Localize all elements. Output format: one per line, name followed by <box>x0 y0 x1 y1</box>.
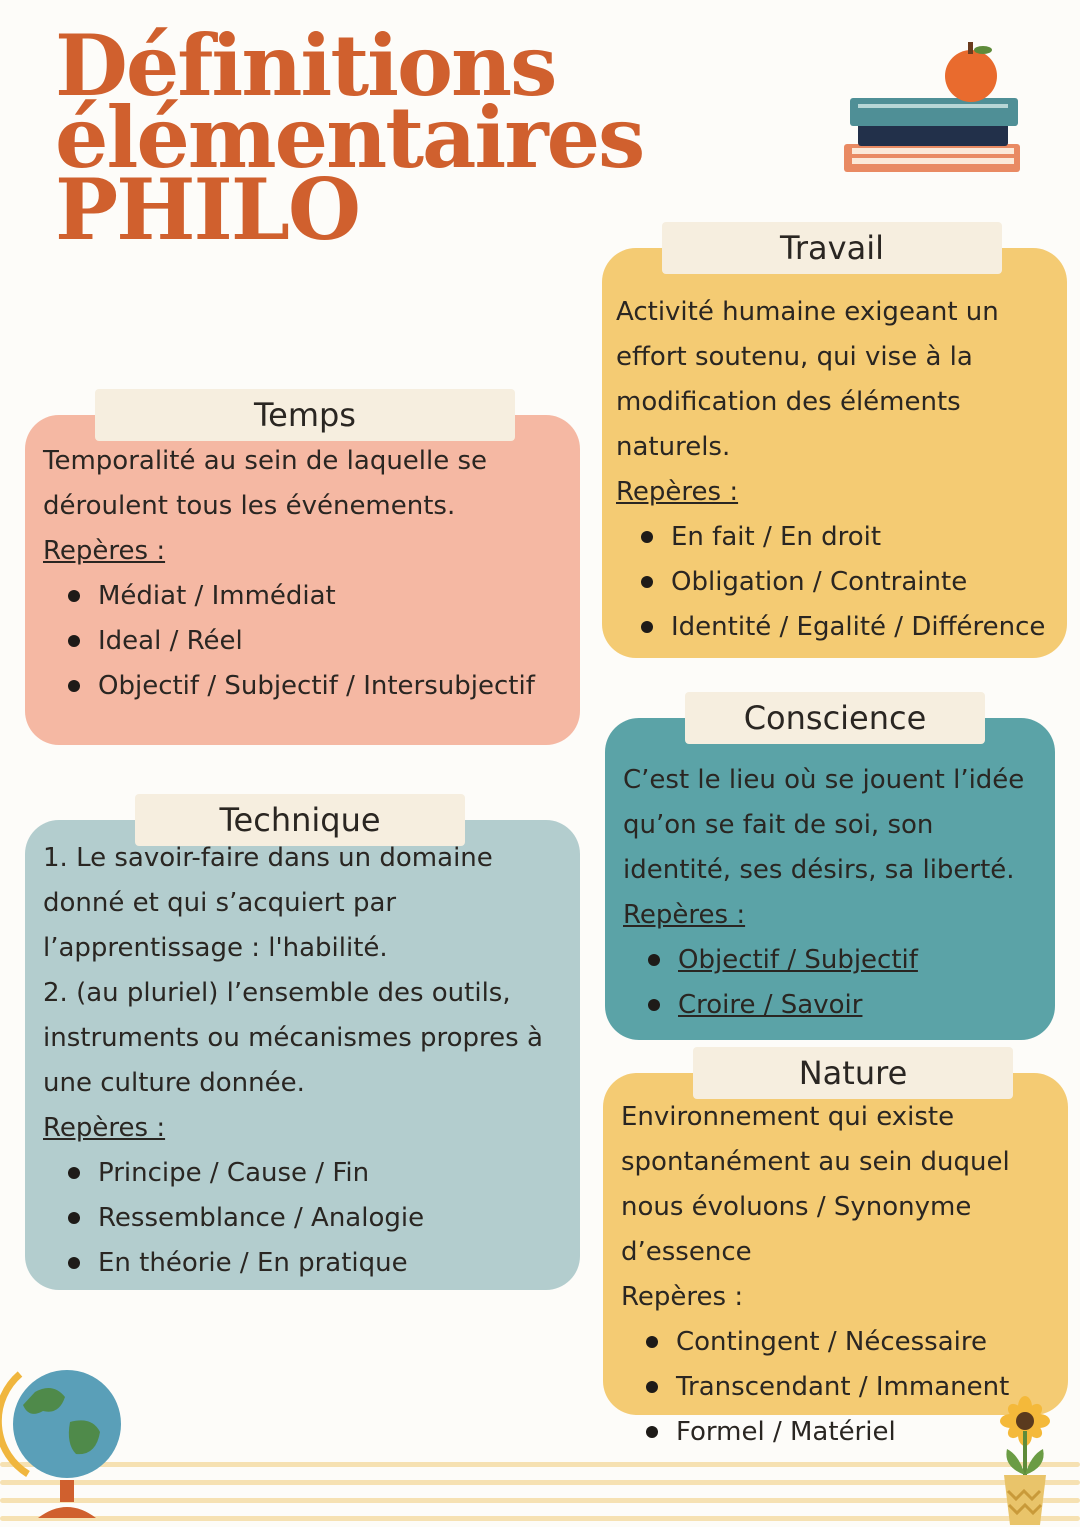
card-technique <box>25 801 580 1290</box>
list-item: Contingent / Nécessaire <box>676 1320 1058 1365</box>
card-definition: Environnement qui existe spontanément au sein duquel nous évoluons / Synonyme d’essence <box>621 1102 1010 1267</box>
card-conscience <box>605 699 1055 1040</box>
decorative-stripe <box>0 1516 1080 1521</box>
list-item: Objectif / Subjectif <box>678 938 1045 983</box>
card-heading: Temps <box>95 389 515 441</box>
list-item: En fait / En droit <box>671 515 1057 560</box>
reperes-label: Repères : <box>43 536 166 566</box>
decorative-stripe <box>0 1462 1080 1467</box>
reperes-label: Repères : <box>623 900 746 930</box>
card-heading: Conscience <box>685 692 985 744</box>
card-definition-2: 2. (au pluriel) l’ensemble des outils, instruments ou mécanismes propres à une culture donnée. <box>43 978 543 1098</box>
reperes-list <box>623 938 1045 1028</box>
books-apple-icon <box>838 38 1028 178</box>
card-definition: C’est le lieu où se jouent l’idée qu’on se fait de soi, son identité, ses désirs, sa liberté. <box>623 765 1025 885</box>
decorative-stripe <box>0 1480 1080 1485</box>
card-definition: Activité humaine exigeant un effort soutenu, qui vise à la modification des éléments naturels. <box>616 297 999 462</box>
decorative-stripe <box>0 1498 1080 1503</box>
list-item: Médiat / Immédiat <box>98 574 570 619</box>
title-line-2: élémentaires <box>55 88 644 187</box>
sunflower-pot-icon <box>990 1395 1060 1527</box>
card-temps <box>25 396 580 745</box>
list-item: Ideal / Réel <box>98 619 570 664</box>
reperes-list <box>43 1151 570 1286</box>
reperes-label: Repères : <box>616 477 739 507</box>
list-item: Obligation / Contrainte <box>671 560 1057 605</box>
list-item: Croire / Savoir <box>678 983 1045 1028</box>
card-travail <box>602 229 1067 658</box>
title-line-3: PHILO <box>55 160 360 259</box>
list-item: Objectif / Subjectif / Intersubjectif <box>98 664 570 709</box>
reperes-label: Repères : <box>43 1113 166 1143</box>
list-item: En théorie / En pratique <box>98 1241 570 1286</box>
reperes-list <box>616 515 1057 650</box>
card-heading: Nature <box>693 1047 1013 1099</box>
list-item: Ressemblance / Analogie <box>98 1196 570 1241</box>
list-item: Identité / Egalité / Différence <box>671 605 1057 650</box>
title-line-1: Définitions <box>55 16 556 115</box>
card-heading: Technique <box>135 794 465 846</box>
globe-icon <box>0 1362 135 1527</box>
card-nature <box>603 1054 1068 1447</box>
reperes-list <box>43 574 570 709</box>
list-item: Transcendant / Immanent <box>676 1365 1058 1410</box>
list-item: Formel / Matériel <box>676 1410 1058 1455</box>
list-item: Principe / Cause / Fin <box>98 1151 570 1196</box>
card-definition: Temporalité au sein de laquelle se déroulent tous les événements. <box>43 446 488 521</box>
card-heading: Travail <box>662 222 1002 274</box>
reperes-label: Repères : <box>621 1282 744 1312</box>
card-definition-1: 1. Le savoir-faire dans un domaine donné et qui s’acquiert par l’apprentissage : l'habilité. <box>43 843 493 963</box>
page-title <box>55 16 644 259</box>
